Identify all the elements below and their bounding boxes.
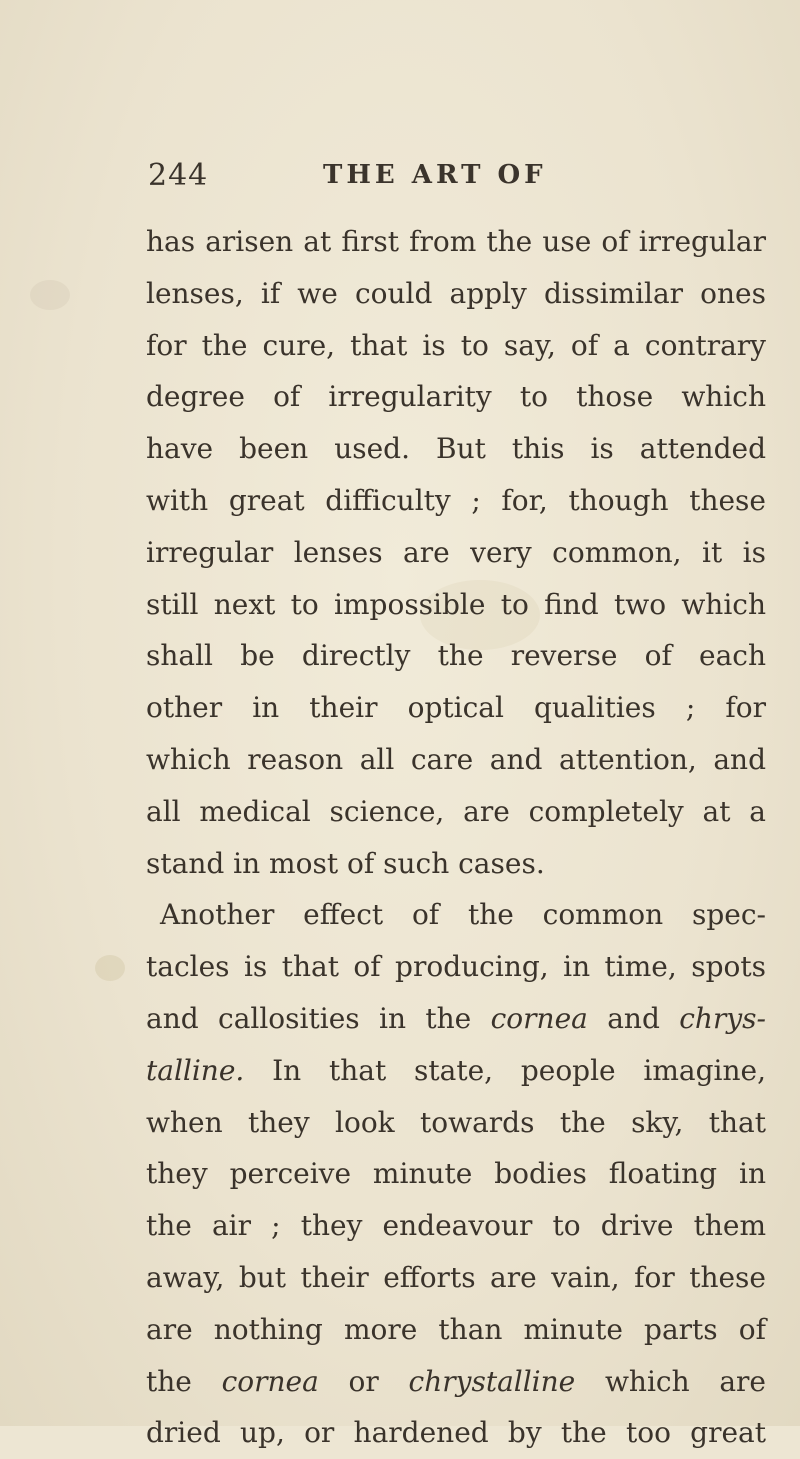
text-line: the air ; they endeavour to drive them xyxy=(146,1209,766,1243)
text-line: and callosities in the cornea and chrys- xyxy=(146,1001,766,1035)
italic-term: chrys- xyxy=(679,1001,766,1035)
italic-term: cornea xyxy=(490,1001,588,1035)
text-line: irregular lenses are very common, it is xyxy=(146,535,766,569)
text-line: away, but their efforts are vain, for these xyxy=(146,1260,766,1294)
text-line: lenses, if we could apply dissimilar ones xyxy=(146,276,766,310)
text-line: dried up, or hardened by the too great xyxy=(146,1416,766,1450)
text-line: all medical science, are completely at a xyxy=(146,794,766,828)
page-number: 244 xyxy=(148,158,209,193)
text-line: for the cure, that is to say, of a contrary xyxy=(146,328,766,362)
paragraph-end-line: stand in most of such cases. xyxy=(146,846,545,880)
italic-term: cornea xyxy=(221,1364,319,1398)
text-line: degree of irregularity to those which xyxy=(146,380,766,414)
text-line: tacles is that of producing, in time, spots xyxy=(146,950,766,984)
text-line: with great difficulty ; for, though these xyxy=(146,483,766,517)
text-line: other in their optical qualities ; for xyxy=(146,691,766,725)
text-line: still next to impossible to find two which xyxy=(146,587,766,621)
text-line: have been used. But this is attended xyxy=(146,432,766,466)
italic-term: talline. xyxy=(146,1053,245,1087)
paragraph-start-line: Another effect of the common spec- xyxy=(160,898,766,932)
text-line: talline. In that state, people imagine, xyxy=(146,1053,766,1087)
text-line: shall be directly the reverse of each xyxy=(146,639,766,673)
italic-term: chrystalline xyxy=(408,1364,576,1398)
text-line: they perceive minute bodies floating in xyxy=(146,1157,766,1191)
paper-stain xyxy=(30,280,70,310)
running-head xyxy=(148,158,768,198)
body-text xyxy=(146,216,766,1459)
text-line: which reason all care and attention, and xyxy=(146,742,766,776)
running-title: THE ART OF xyxy=(323,160,547,190)
text-line: the cornea or chrystalline which are xyxy=(146,1364,767,1398)
text-line: has arisen at first from the use of irregular xyxy=(146,225,766,258)
text-line: are nothing more than minute parts of xyxy=(146,1312,766,1346)
paper-stain xyxy=(95,955,125,981)
text-line: when they look towards the sky, that xyxy=(146,1105,766,1139)
